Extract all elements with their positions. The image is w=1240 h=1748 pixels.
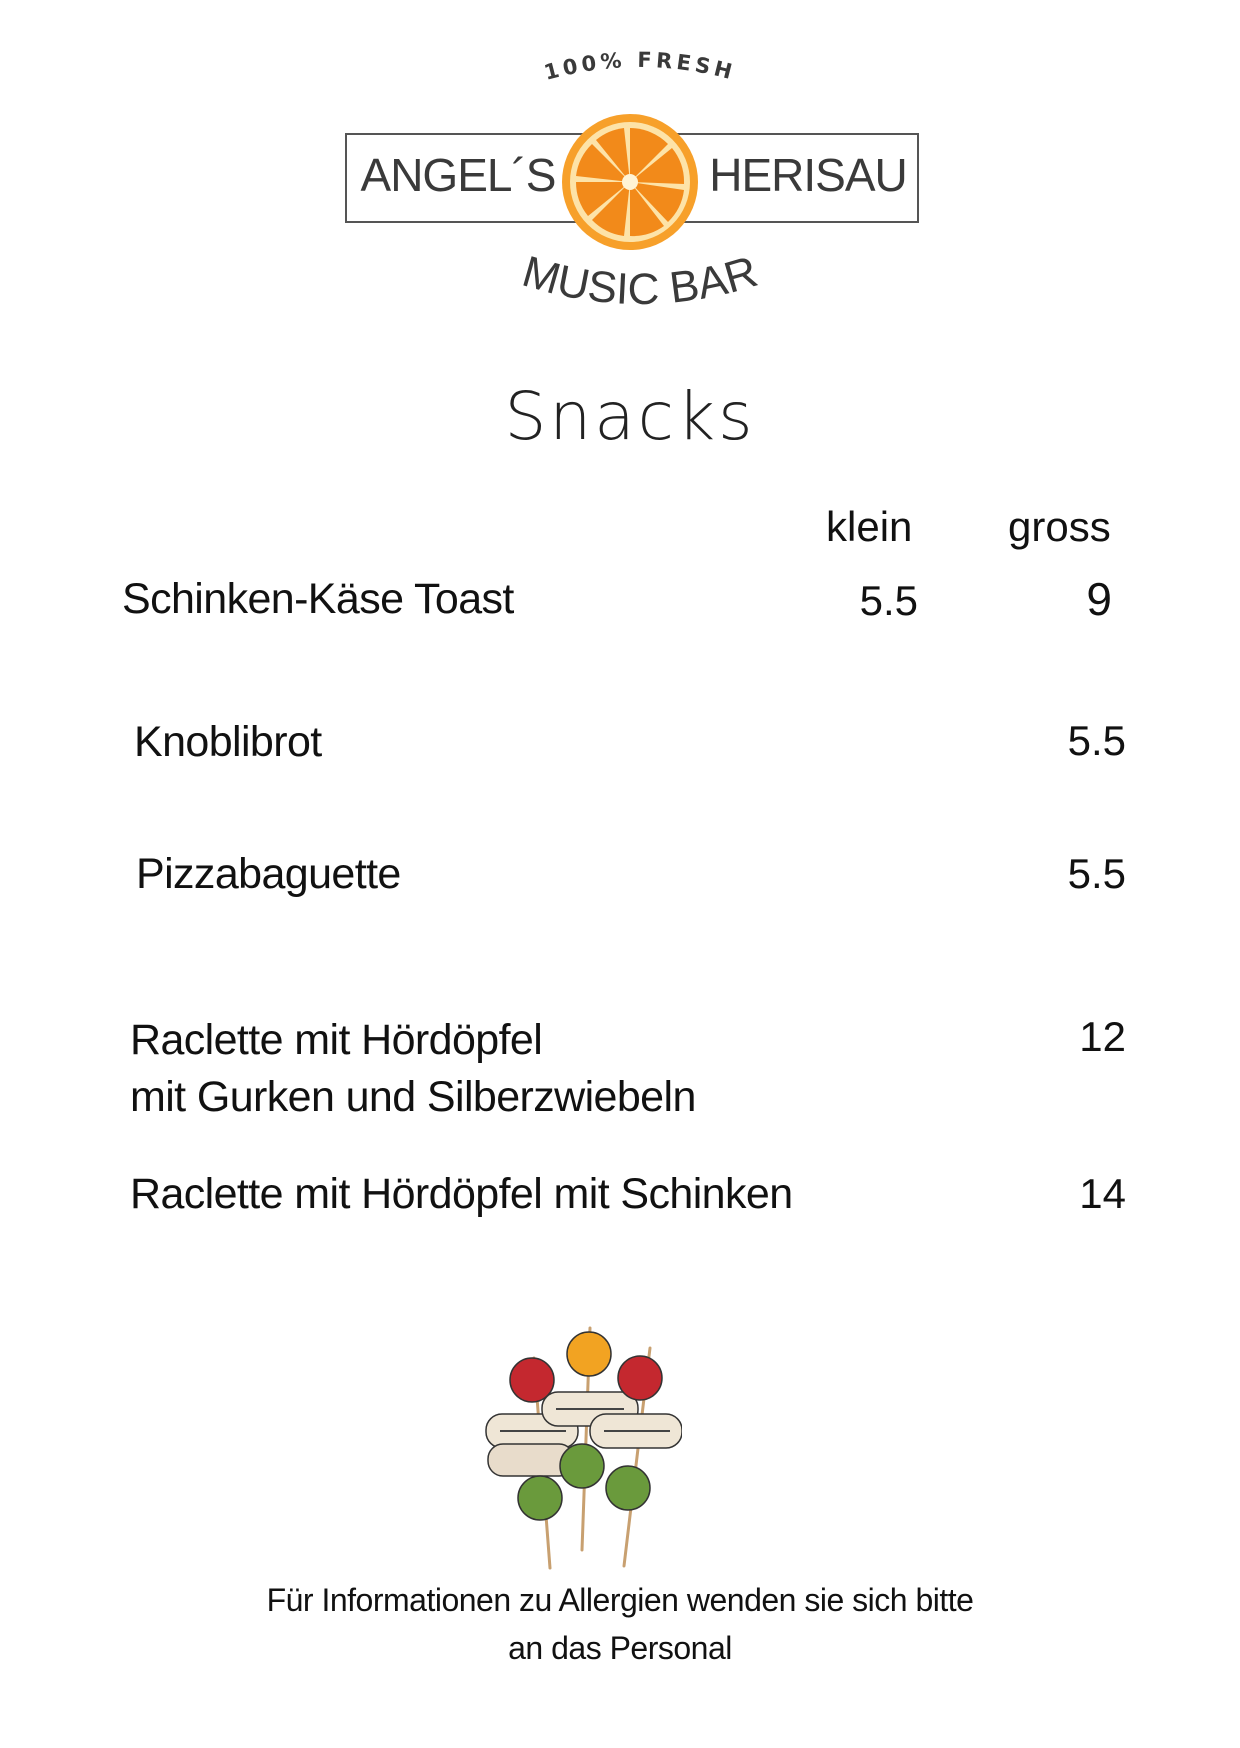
logo-right-text: HERISAU <box>709 149 907 201</box>
skewers-illustration <box>482 1318 682 1578</box>
menu-item-price: 5.5 <box>1067 850 1126 897</box>
svg-text:100% FRESH: 100% FRESH <box>541 47 739 85</box>
menu-item-name: Knoblibrot <box>134 718 322 766</box>
logo-bottom-text <box>505 255 775 335</box>
logo-left-text: ANGEL´S <box>360 149 556 201</box>
column-header-large: gross <box>1008 503 1111 550</box>
allergy-notice-line1: Für Informationen zu Allergien wenden sie sich bitte <box>266 1582 974 1618</box>
column-header-small: klein <box>826 503 913 550</box>
menu-item-name: Pizzabaguette <box>136 850 401 898</box>
menu-item-price: 5.5 <box>1067 717 1126 764</box>
menu-item-price: 14 <box>1079 1170 1126 1217</box>
logo-tagline <box>520 40 760 90</box>
menu-item-name: Raclette mit Hördöpfel mit Schinken <box>130 1170 793 1218</box>
menu-item-price: 12 <box>1079 1013 1126 1060</box>
menu-item-price-large: 9 <box>1086 573 1112 625</box>
page-title: Snacks <box>504 378 756 455</box>
svg-text:MUSIC BAR: MUSIC BAR <box>517 255 763 315</box>
orange-slice-icon <box>560 112 700 252</box>
allergy-notice-line2: an das Personal <box>508 1630 732 1666</box>
menu-item-price-small: 5.5 <box>859 577 918 624</box>
menu-item-name: Raclette mit Hördöpfel <box>130 1016 543 1064</box>
menu-item-name: Schinken-Käse Toast <box>122 575 514 623</box>
menu-item-description: mit Gurken und Silberzwiebeln <box>130 1073 696 1121</box>
